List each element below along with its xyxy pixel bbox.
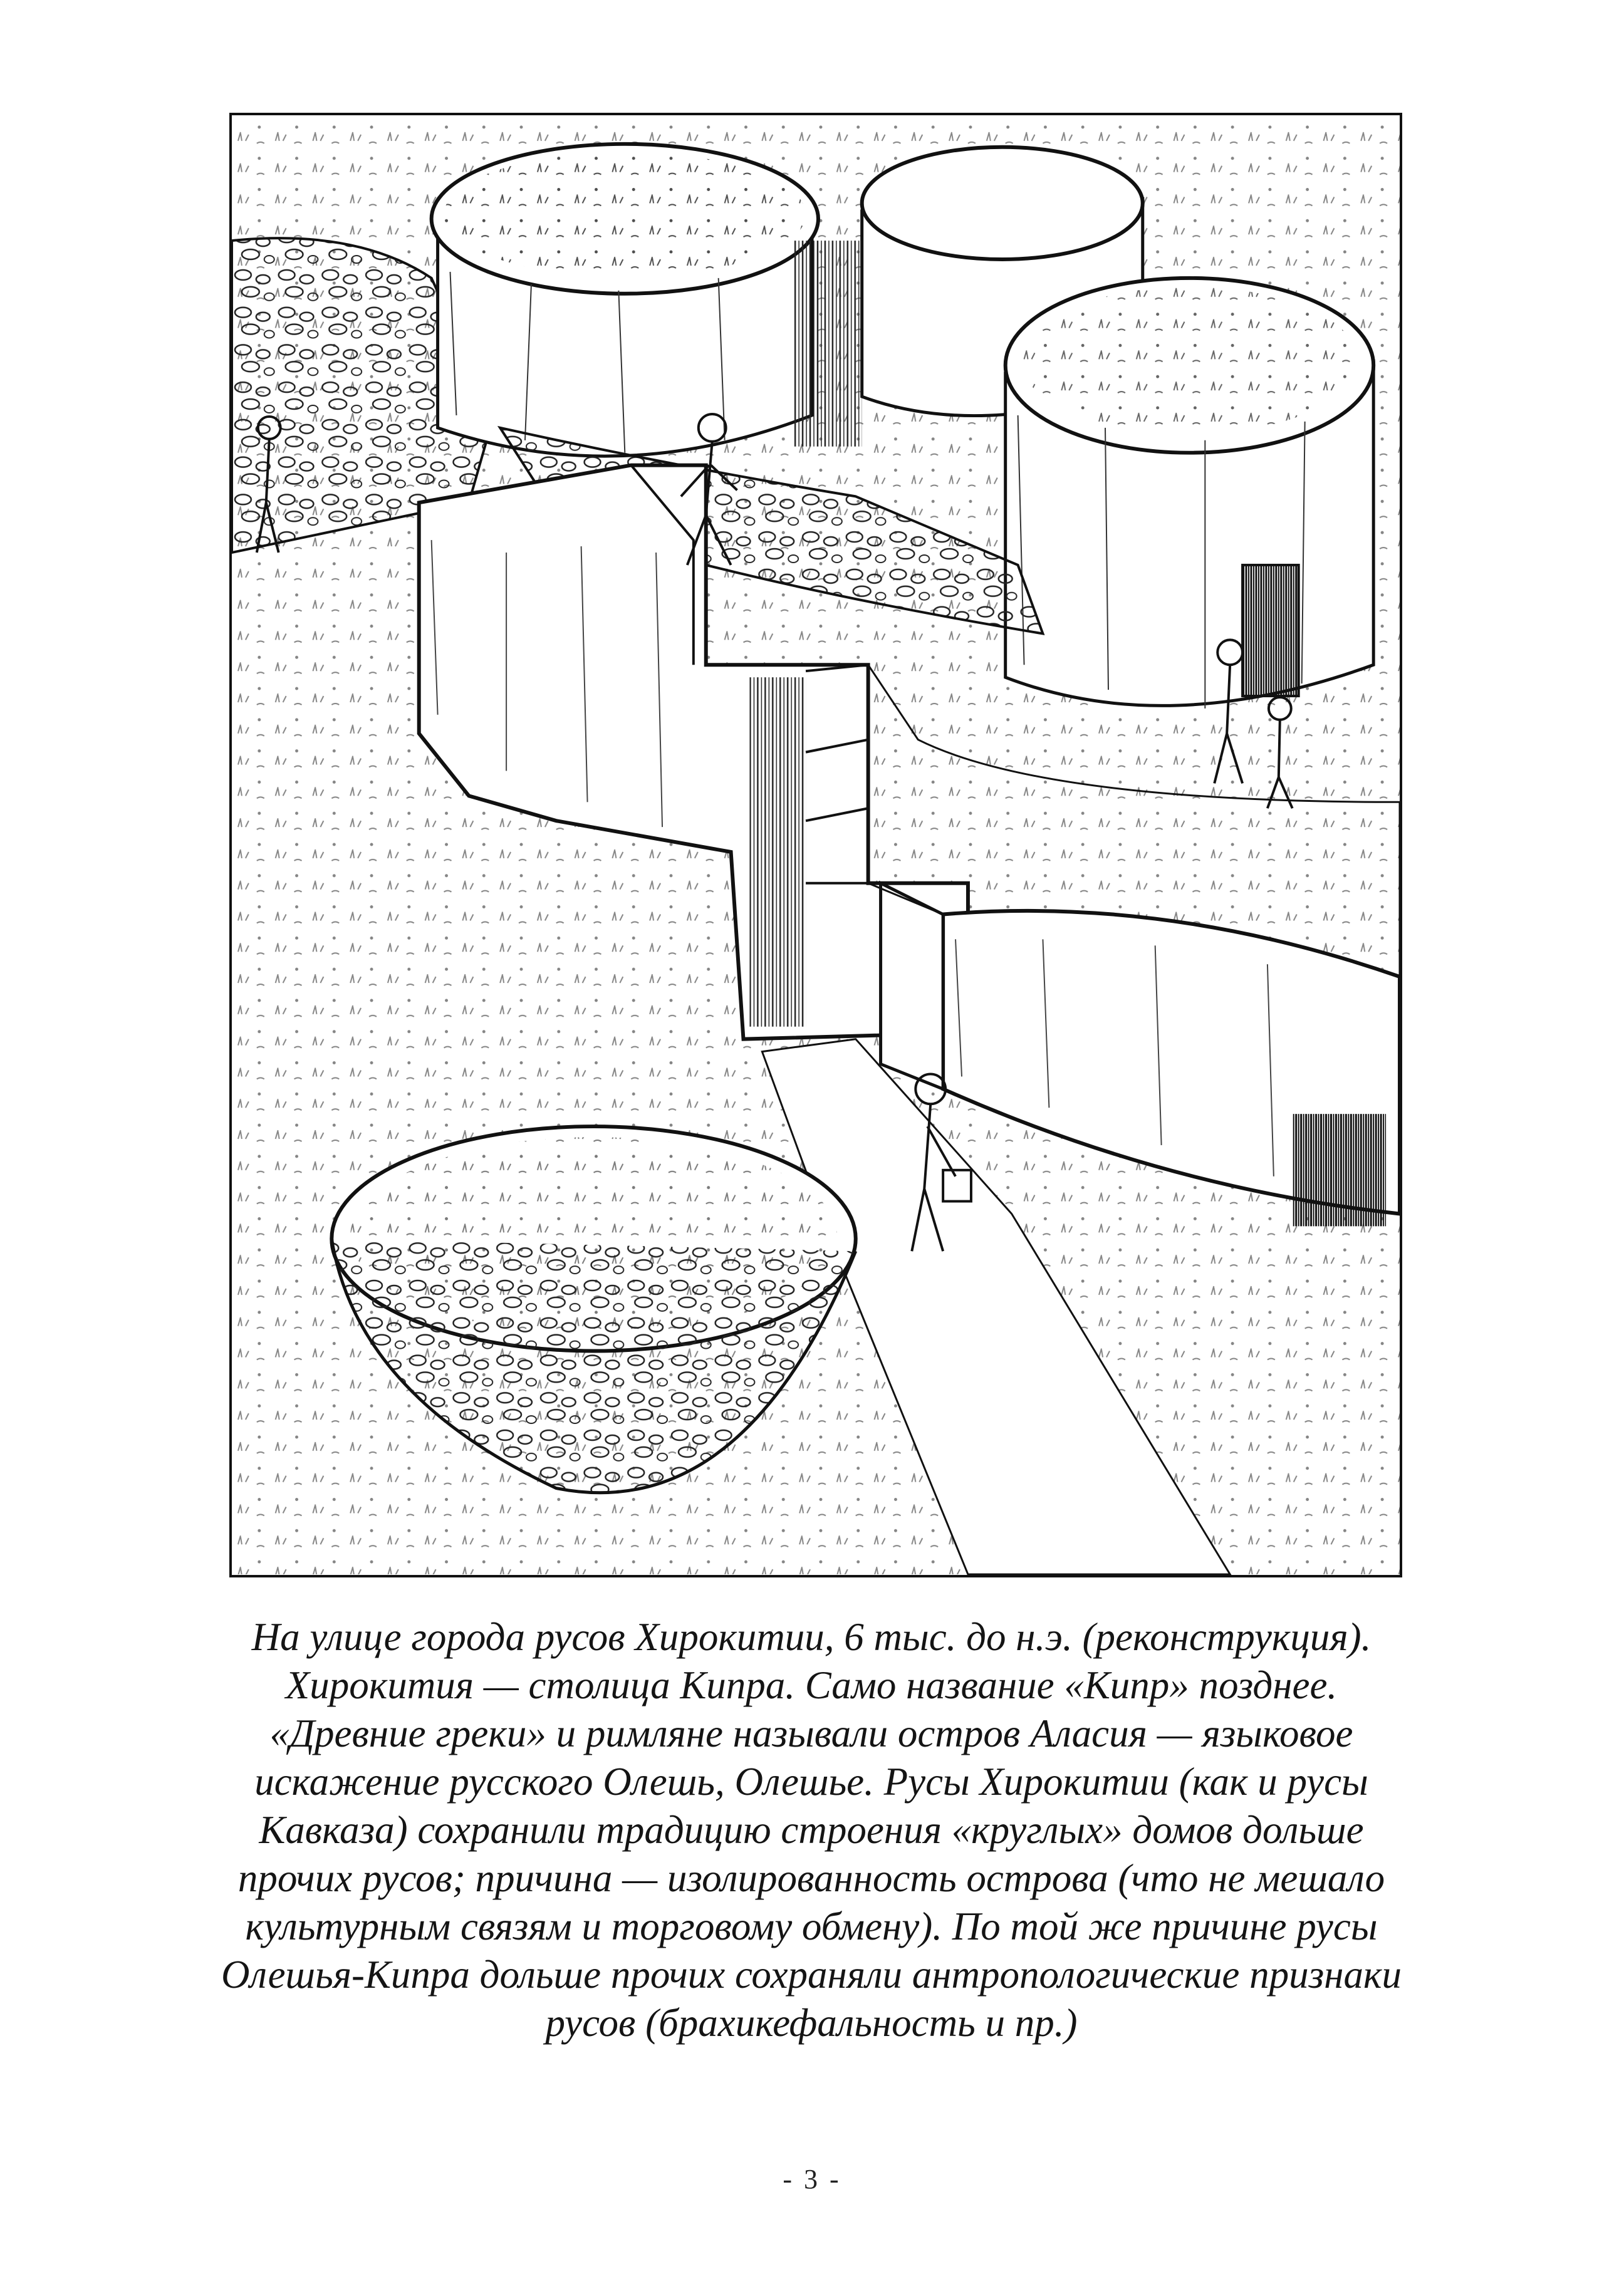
caption-line: русов (брахикефальность и пр.) [545, 2001, 1078, 2045]
caption-line: Олешья-Кипра дольше прочих сохраняли антропологические признаки [221, 1953, 1402, 1997]
round-house-right [1006, 278, 1373, 709]
caption-line: Хирокития — столица Кипра. Само название «Кипр» позднее. [285, 1663, 1338, 1707]
figure-caption [207, 1613, 1416, 2047]
caption-line: На улице города русов Хирокитии, 6 тыс. до н.э. (реконструкция). [251, 1615, 1372, 1659]
round-house-back-left [432, 144, 818, 456]
caption-line: «Древние греки» и римляне называли остров Аласия — языковое [269, 1712, 1353, 1755]
caption-line: прочих русов; причина — изолированность острова (что не мешало [237, 1856, 1385, 1900]
caption-line: искажение русского Олешь, Олешье. Русы Хирокитии (как и русы [254, 1760, 1368, 1804]
caption-line: культурным связям и торговому обмену). По той же причине русы [245, 1904, 1378, 1948]
page-number: - 3 - [783, 2164, 841, 2195]
caption-line: Кавказа) сохранили традицию строения «круглых» домов дольше [259, 1808, 1364, 1852]
khirokitia-reconstruction-drawing [232, 115, 1400, 1575]
illustration-frame [229, 113, 1402, 1577]
